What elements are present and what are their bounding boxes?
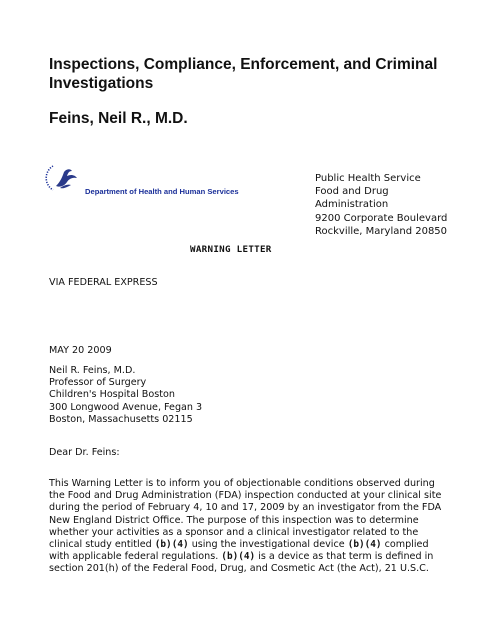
body-text: clinical study entitled [49,539,155,551]
sender-line: Administration [315,199,389,211]
letter-date: MAY 20 2009 [49,345,112,356]
recipient-line: Professor of Surgery [49,377,147,389]
delivery-method: VIA FEDERAL EXPRESS [49,277,158,288]
body-line [49,551,469,563]
body-line [49,539,469,551]
recipient-line: Neil R. Feins, M.D. [49,365,136,376]
body-text: with applicable federal regulations. [49,551,222,563]
subject-heading: Feins, Neil R., M.D. [49,110,188,127]
body-line: during the period of February 4, 10 and 17, 2009 by an investigator from the FDA [49,502,442,514]
sender-address [315,172,447,238]
page-heading [49,55,469,93]
heading-line-1: Inspections, Compliance, Enforcement, and Criminal [49,56,438,73]
department-name: Department of Health and Human Services [85,187,239,196]
recipient-address [49,365,202,426]
heading-line-2: Investigations [49,75,154,92]
sender-line: 9200 Corporate Boulevard [315,212,448,224]
salutation: Dear Dr. Feins: [49,447,120,458]
recipient-line: Boston, Massachusetts 02115 [49,413,193,425]
body-line: This Warning Letter is to inform you of objectionable conditions observed during [49,478,435,489]
body-text: using the investigational device [188,539,348,551]
redaction-mark: (b)(4) [221,551,256,563]
body-text: complied [381,539,429,551]
body-paragraph [49,478,469,576]
recipient-line: Children's Hospital Boston [49,389,175,401]
body-line: New England District Office. The purpose of this inspection was to determine [49,514,419,526]
redaction-mark: (b)(4) [347,539,382,551]
sender-line: Rockville, Maryland 20850 [315,225,448,237]
body-line: whether your activities as a sponsor and a clinical investigator related to the [49,526,419,538]
body-text: is a device as that term is defined in [255,551,434,563]
sender-line: Public Health Service [315,173,421,184]
body-line: the Food and Drug Administration (FDA) inspection conducted at your clinical site [49,490,442,502]
sender-line: Food and Drug [315,186,389,198]
hhs-eagle-icon [44,160,86,194]
redaction-mark: (b)(4) [154,539,189,551]
recipient-line: 300 Longwood Avenue, Fegan 3 [49,401,203,413]
body-line: section 201(h) of the Federal Food, Drug, and Cosmetic Act (the Act), 21 U.S.C. [49,563,429,575]
letter-title: WARNING LETTER [190,244,272,255]
